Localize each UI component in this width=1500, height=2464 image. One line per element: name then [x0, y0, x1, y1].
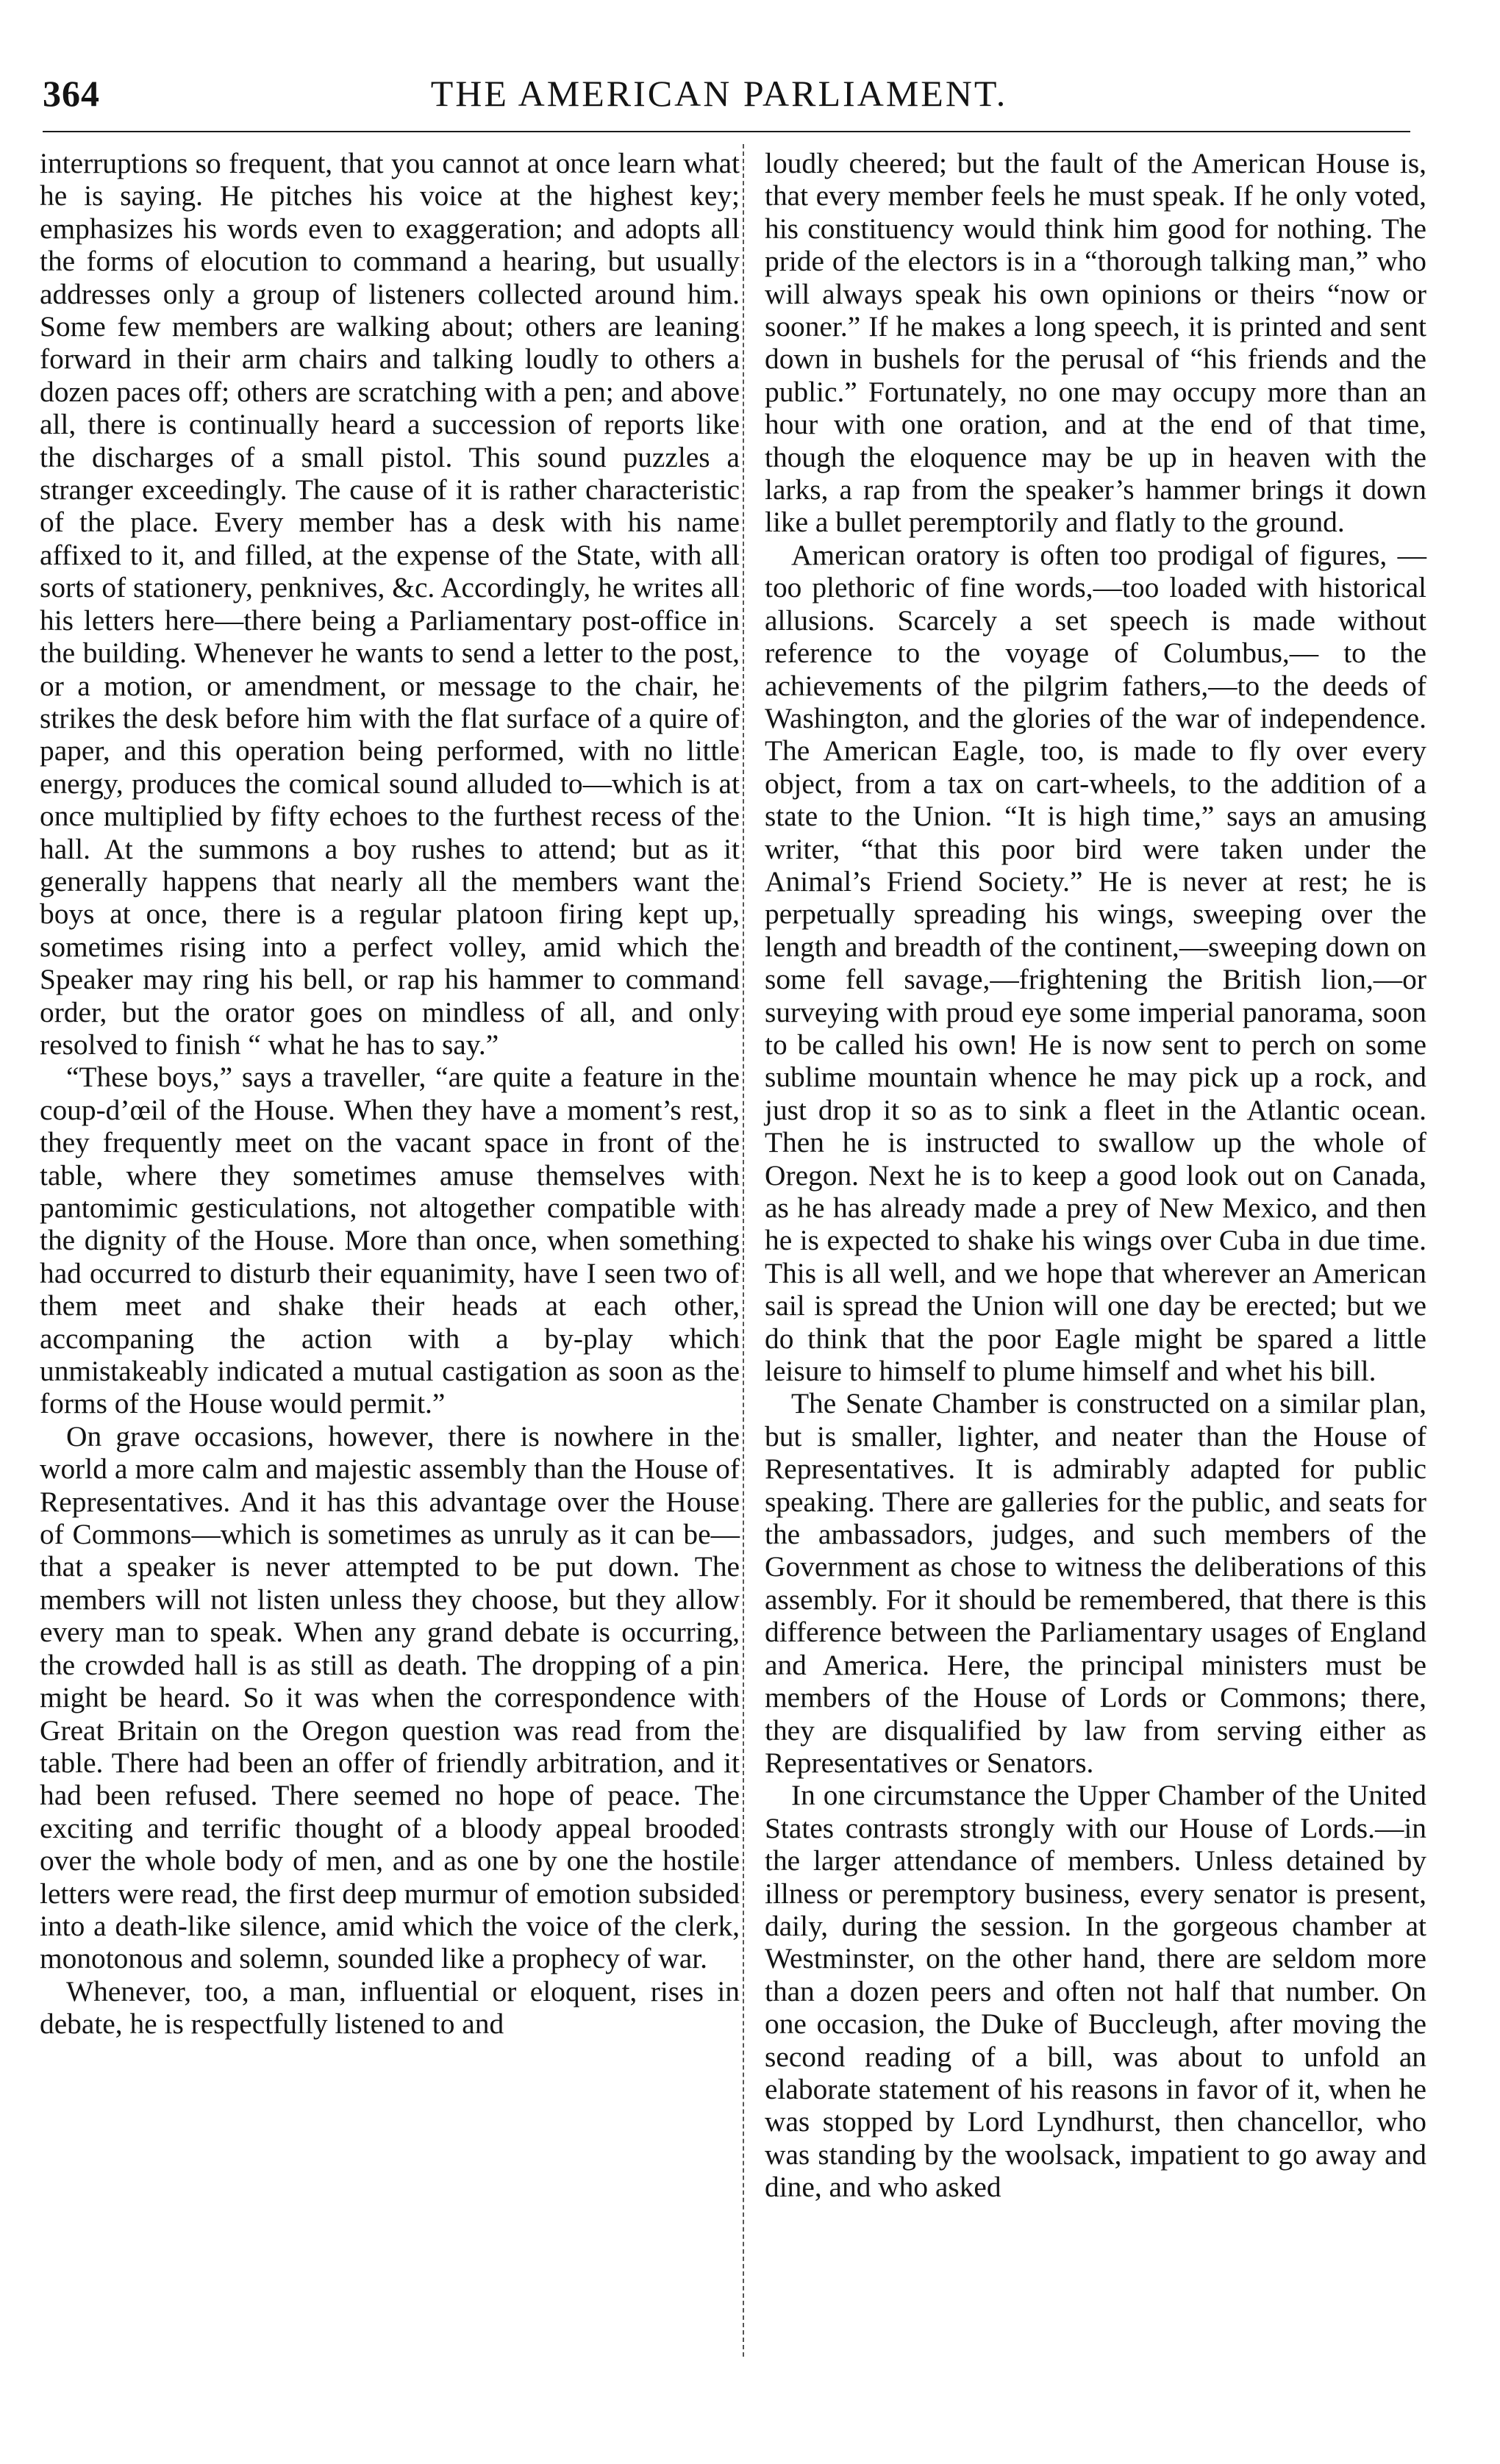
paragraph: On grave occasions, however, there is nowhere in the world a more calm and majestic assembly than the House of Representatives. And it has this advantage over the House of Commons—which is sometimes as unruly as it can be—that a speaker is never attempted to be put down. The members will not listen unless they choose, but they allow every man to speak. When any grand debate is occurring, the crowded hall is as still as death. The dropping of a pin might be heard. So it was when the correspondence with Great Britain on the Oregon question was read from the table. There had been an offer of friendly arbitration, and it had been refused. There seemed no hope of peace. The exciting and terrific thought of a bloody appeal brooded over the whole body of men, and as one by one the hostile letters were read, the first deep murmur of emotion subsided into a death-like silence, amid which the voice of the clerk, monotonous and solemn, sounded like a prophecy of war.: [40, 1419, 740, 1975]
right-column: [765, 147, 1426, 2204]
paragraph: “These boys,” says a traveller, “are quite a feature in the coup-d’œil of the House. When they have a moment’s rest, they frequently meet on the vacant space in front of the table, where they sometimes amuse themselves with pantomimic gesticulations, not altogether compatible with the dignity of the House. More than once, when something had occurred to disturb their equanimity, have I seen two of them meet and shake their heads at each other, accompaning the action with a by-play which unmistakeably indicated a mutual castigation as soon as the forms of the House would permit.”: [40, 1061, 740, 1420]
paragraph: Whenever, too, a man, influential or eloquent, rises in debate, he is respectfully listened to and: [40, 1974, 740, 2041]
page-number: 364: [43, 73, 100, 114]
left-column: [40, 147, 740, 2041]
paragraph: In one circumstance the Upper Chamber of the United States contrasts strongly with our House of Lords.—in the larger attendance of members. Unless detained by illness or peremptory business, every senator is present, daily, during the session. In the gorgeous chamber at Westminster, on the other hand, there are seldom more than a dozen peers and often not half that number. On one occasion, the Duke of Buccleugh, after moving the second reading of a bill, was about to unfold an elaborate statement of his reasons in favor of it, when he was stopped by Lord Lyndhurst, then chancellor, who was standing by the woolsack, impatient to go away and dine, and who asked: [765, 1779, 1426, 2204]
paragraph: interruptions so frequent, that you cannot at once learn what he is saying. He pitches his voice at the highest key; emphasizes his words even to exaggeration; and adopts all the forms of elocution to command a hearing, but usually addresses only a group of listeners collected around him. Some few members are walking about; others are leaning forward in their arm chairs and talking loudly to others a dozen paces off; others are scratching with a pen; and above all, there is continually heard a succession of reports like the discharges of a small pistol. This sound puzzles a stranger exceedingly. The cause of it is rather characteristic of the place. Every member has a desk with his name affixed to it, and filled, at the expense of the State, with all sorts of stationery, penknives, &c. Accordingly, he writes all his letters here—there being a Parliamentary post-office in the building. Whenever he wants to send a letter to the post, or a motion, or amendment, or message to the chair, he strikes the desk before him with the flat surface of a quire of paper, and this operation being performed, with no little energy, produces the comical sound alluded to—which is at once multiplied by fifty echoes to the furthest recess of the hall. At the summons a boy rushes to attend; but as it generally happens that nearly all the members want the boys at once, there is a regular platoon firing kept up, sometimes rising into a perfect volley, amid which the Speaker may ring his bell, or rap his hammer to command order, but the orator goes on mindless of all, and only resolved to finish “ what he has to say.”: [40, 147, 740, 1061]
paragraph: American oratory is often too prodigal of figures, —too plethoric of fine words,—too loaded with historical allusions. Scarcely a set speech is made without reference to the voyage of Columbus,— to the achievements of the pilgrim fathers,—to the deeds of Washington, and the glories of the war of independence. The American Eagle, too, is made to fly over every object, from a tax on cart-wheels, to the addition of a state to the Union. “It is high time,” says an amusing writer, “that this poor bird were taken under the Animal’s Friend Society.” He is never at rest; he is perpetually spreading his wings, sweeping over the length and breadth of the continent,—sweeping down on some fell savage,—frightening the British lion,—or surveying with proud eye some imperial panorama, soon to be called his own! He is now sent to perch on some sublime mountain whence he may pick up a rock, and just drop it so as to sink a fleet in the Atlantic ocean. Then he is instructed to swallow up the whole of Oregon. Next he is to keep a good look out on Canada, as he has already made a prey of New Mexico, and then he is expected to shake his wings over Cuba in due time. This is all well, and we hope that wherever an American sail is spread the Union will one day be erected; but we do think that the poor Eagle might be spared a little leisure to himself to plume himself and whet his bill.: [765, 538, 1426, 1388]
header-rule: [43, 131, 1410, 132]
column-divider: [743, 144, 744, 2357]
paragraph: The Senate Chamber is constructed on a similar plan, but is smaller, lighter, and neater than the House of Representatives. It is admirably adapted for public speaking. There are galleries for the public, and seats for the ambassadors, judges, and such members of the Government as chose to witness the deliberations of this assembly. For it should be remembered, that there is this difference between the Parliamentary usages of England and America. Here, the principal ministers must be members of the House of Lords or Commons; there, they are disqualified by law from serving either as Representatives or Senators.: [765, 1387, 1426, 1779]
paragraph: loudly cheered; but the fault of the American House is, that every member feels he must speak. If he only voted, his constituency would think him good for nothing. The pride of the electors is in a “thorough talking man,” who will always speak his own opinions or theirs “now or sooner.” If he makes a long speech, it is printed and sent down in bushels for the perusal of “his friends and the public.” Fortunately, no one may occupy more than an hour with one oration, and at the end of that time, though the eloquence may be up in heaven with the larks, a rap from the speaker’s hammer brings it down like a bullet peremptorily and flatly to the ground.: [765, 147, 1426, 539]
page-header: [43, 72, 1440, 119]
running-title: THE AMERICAN PARLIAMENT.: [430, 73, 1008, 114]
